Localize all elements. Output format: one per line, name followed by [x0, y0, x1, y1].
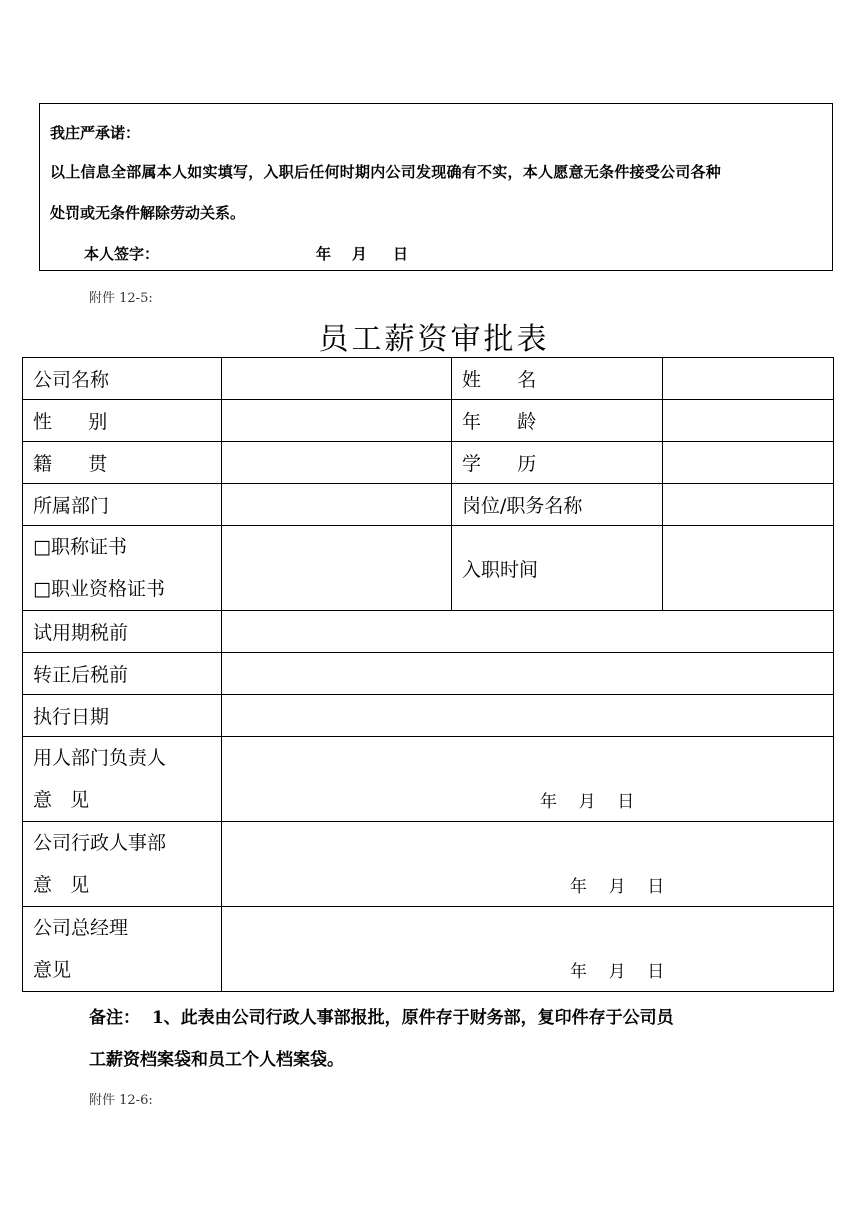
- table-row: [23, 822, 834, 907]
- label-dept-head-opinion: [23, 737, 222, 822]
- table-row: [23, 695, 834, 737]
- field-probation-pretax[interactable]: [222, 611, 834, 653]
- label-dept-head-line-2: 意 见: [33, 789, 90, 811]
- label-regular-pretax: 转正后税前: [23, 653, 222, 695]
- gm-date: 年 月 日: [570, 962, 665, 982]
- checkbox-qual-cert[interactable]: □职业资格证书: [33, 578, 165, 600]
- field-certificates[interactable]: [222, 526, 452, 611]
- field-entry-date[interactable]: [663, 526, 834, 611]
- field-native-place[interactable]: [222, 442, 452, 484]
- checkbox-title-cert[interactable]: □职称证书: [33, 536, 127, 558]
- field-name[interactable]: [663, 358, 834, 400]
- field-education[interactable]: [663, 442, 834, 484]
- table-row: [23, 358, 834, 400]
- label-dept-head-line-1: 用人部门负责人: [33, 747, 167, 769]
- label-hr-line-2: 意 见: [33, 874, 90, 896]
- field-gender[interactable]: [222, 400, 452, 442]
- label-name: 姓 名: [452, 358, 663, 400]
- table-row: [23, 907, 834, 992]
- label-hr-opinion: [23, 822, 222, 907]
- table-row: [23, 442, 834, 484]
- table-row: [23, 484, 834, 526]
- field-regular-pretax[interactable]: [222, 653, 834, 695]
- label-gm-line-2: 意见: [33, 959, 72, 981]
- field-position[interactable]: [663, 484, 834, 526]
- field-company-name[interactable]: [222, 358, 452, 400]
- signature-label: 本人签字：: [84, 245, 160, 263]
- table-row: [23, 400, 834, 442]
- field-gm-opinion[interactable]: [222, 907, 834, 992]
- label-effective-date: 执行日期: [23, 695, 222, 737]
- field-effective-date[interactable]: [222, 695, 834, 737]
- table-row: [23, 737, 834, 822]
- table-row: [23, 611, 834, 653]
- label-age: 年 龄: [452, 400, 663, 442]
- label-department: 所属部门: [23, 484, 222, 526]
- salary-approval-table: [22, 357, 834, 992]
- attachment-label-2: 附件 12-6:: [89, 1093, 153, 1108]
- label-gender: 性 别: [23, 400, 222, 442]
- field-department[interactable]: [222, 484, 452, 526]
- note-line-1: 备注： 1、此表由公司行政人事部报批，原件存于财务部，复印件存于公司员: [89, 1008, 674, 1028]
- label-gm-opinion: [23, 907, 222, 992]
- label-company-name: 公司名称: [23, 358, 222, 400]
- pledge-title: 我庄严承诺：: [50, 124, 141, 142]
- pledge-box: [39, 103, 833, 271]
- table-row: [23, 526, 834, 611]
- signature-date: 年 月 日: [316, 245, 408, 263]
- label-education: 学 历: [452, 442, 663, 484]
- form-title: 员工薪资审批表: [318, 322, 550, 357]
- hr-date: 年 月 日: [570, 877, 665, 897]
- attachment-label-1: 附件 12-5:: [89, 291, 153, 306]
- label-native-place: 籍 贯: [23, 442, 222, 484]
- label-gm-line-1: 公司总经理: [33, 917, 129, 939]
- pledge-body-line-1: 以上信息全部属本人如实填写，入职后任何时期内公司发现确有不实，本人愿意无条件接受公司各种: [50, 163, 722, 181]
- label-certificates: [23, 526, 222, 611]
- field-hr-opinion[interactable]: [222, 822, 834, 907]
- table-row: [23, 653, 834, 695]
- label-position: 岗位/职务名称: [452, 484, 663, 526]
- label-hr-line-1: 公司行政人事部: [33, 832, 167, 854]
- dept-head-date: 年 月 日: [540, 792, 635, 812]
- note-line-2: 工薪资档案袋和员工个人档案袋。: [89, 1050, 344, 1070]
- label-entry-date: 入职时间: [452, 526, 663, 611]
- pledge-body-line-2: 处罚或无条件解除劳动关系。: [50, 204, 246, 222]
- pledge-signature-line: [84, 243, 408, 264]
- label-probation-pretax: 试用期税前: [23, 611, 222, 653]
- field-dept-head-opinion[interactable]: [222, 737, 834, 822]
- field-age[interactable]: [663, 400, 834, 442]
